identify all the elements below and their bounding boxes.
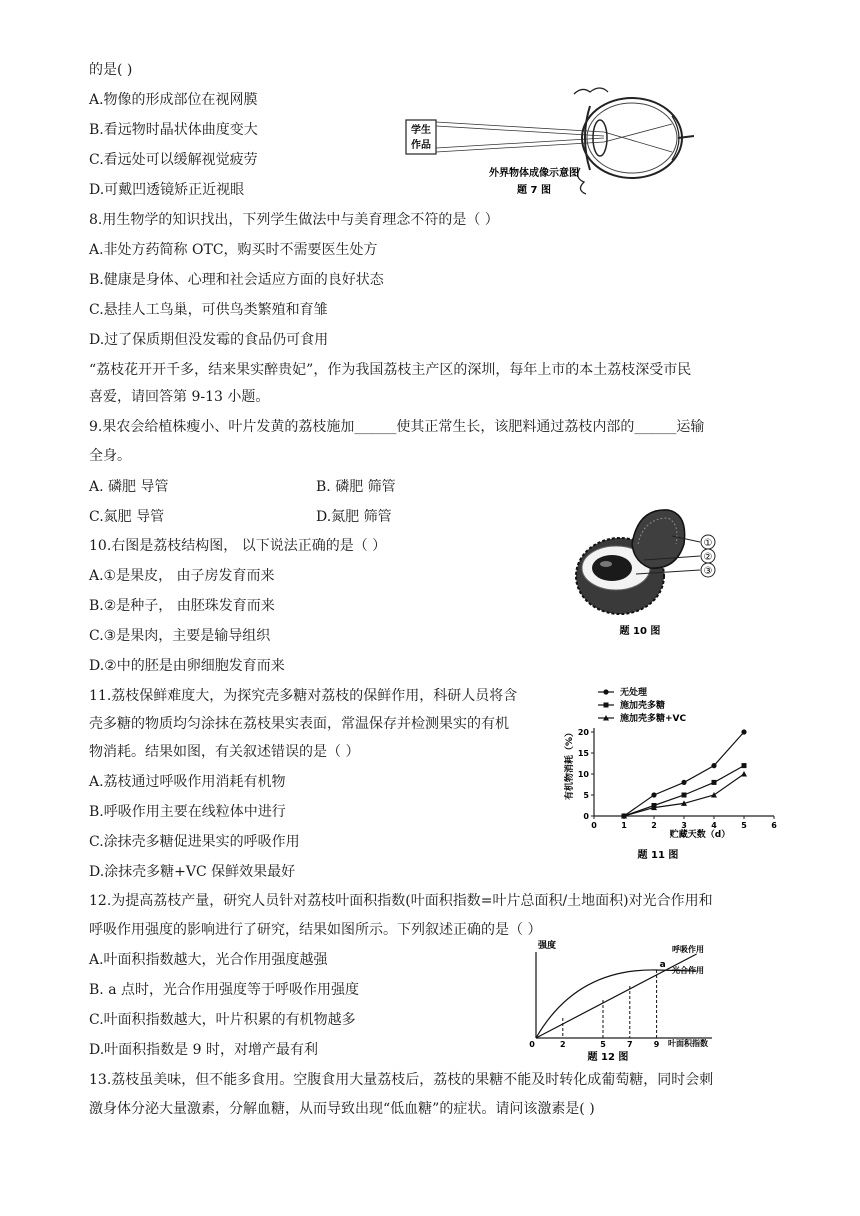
- chart12-x-tick-label: 9: [653, 1040, 660, 1049]
- chart12-x-tick-label: 5: [600, 1040, 606, 1049]
- chart11-legend-marker: [604, 703, 609, 708]
- q11-stem-line-3: 物消耗。结果如图，有关叙述错误的是（ ）: [89, 744, 360, 760]
- chart11-y-tick-label: 20: [577, 728, 589, 737]
- chart11-legend-label: 施加壳多糖: [620, 701, 666, 711]
- fig10-label-3: ③: [703, 566, 713, 577]
- q7-stem-tail: 的是( ): [89, 62, 133, 78]
- chart11-legend-label: 无处理: [620, 688, 648, 698]
- q9-stem-line-1: 9.果农会给植株瘦小、叶片发黄的荔枝施加______使其正常生长，该肥料通过荔枝内部的______运输: [89, 419, 705, 435]
- q7-option-c[interactable]: C.看远处可以缓解视觉疲劳: [89, 152, 258, 168]
- chart11-y-tick-label: 10: [577, 770, 589, 779]
- q9-option-d[interactable]: D.氮肥 筛管: [316, 509, 392, 525]
- q7-option-d[interactable]: D.可戴凹透镜矫正近视眼: [89, 182, 245, 198]
- q11-option-d[interactable]: D.涂抹壳多糖+VC 保鲜效果最好: [89, 864, 296, 880]
- chart11-xlabel: 贮藏天数（d）: [669, 830, 731, 840]
- chart12-x-tick-label: 7: [627, 1040, 633, 1049]
- q13-stem-line-2: 激身体分泌大量激素，分解血糖，从而导致出现“低血糖”的症状。请问该激素是( ): [89, 1101, 595, 1117]
- q11-option-c[interactable]: C.涂抹壳多糖促进果实的呼吸作用: [89, 834, 300, 850]
- chart11-point: [682, 793, 687, 798]
- q9-option-c[interactable]: C.氮肥 导管: [89, 509, 165, 525]
- object-label-2: 作品: [411, 140, 431, 151]
- chart12-caption: 题 12 图: [587, 1052, 629, 1063]
- q7-option-a[interactable]: A.物像的形成部位在视网膜: [89, 92, 258, 108]
- q8-option-b[interactable]: B.健康是身体、心理和社会适应方面的良好状态: [89, 272, 384, 288]
- q12-option-b[interactable]: B. a 点时，光合作用强度等于呼吸作用强度: [89, 982, 359, 998]
- q12-stem-line-1: 12.为提高荔枝产量，研究人员针对荔枝叶面积指数(叶面积指数=叶片总面积/土地面积)对光合作用和: [89, 893, 713, 909]
- q10-stem: 10.右图是荔枝结构图， 以下说法正确的是（ ）: [89, 538, 387, 554]
- chart12-series-label-respiration: 呼吸作用: [672, 945, 704, 954]
- q8-stem: 8.用生物学的知识找出，下列学生做法中与美育理念不符的是（ ）: [89, 212, 499, 228]
- chart11-legend-marker: [603, 689, 608, 694]
- object-label-1: 学生: [411, 125, 431, 136]
- chart11-point: [711, 763, 716, 768]
- chart11-ylabel: 有机物消耗（%）: [565, 727, 575, 801]
- chart11-y-tick-label: 15: [577, 749, 589, 758]
- chart11-y-tick-label: 0: [583, 812, 589, 821]
- fig7-title: 外界物体成像示意图: [489, 168, 579, 179]
- chart11-point: [741, 771, 747, 777]
- chart11-point: [712, 780, 717, 785]
- chart12-ylabel: 强度: [538, 941, 557, 951]
- chart11-x-tick-label: 4: [711, 821, 717, 830]
- intro-line-1: “荔枝花开开千多，结来果实醉贵妃”，作为我国荔枝主产区的深圳，每年上市的本土荔枝深受市民: [89, 362, 692, 378]
- q10-option-d[interactable]: D.②中的胚是由卵细胞发育而来: [89, 658, 285, 674]
- chart11-x-tick-label: 3: [681, 821, 687, 830]
- chart11-x-tick-label: 6: [771, 821, 777, 830]
- q10-option-a[interactable]: A.①是果皮， 由子房发育而来: [89, 568, 275, 584]
- fig10-caption: 题 10 图: [619, 626, 661, 637]
- q11-option-b[interactable]: B.呼吸作用主要在线粒体中进行: [89, 804, 286, 820]
- chart12-point-a-label: a: [659, 960, 666, 970]
- chart11-y-tick-label: 5: [583, 791, 589, 800]
- q11-option-a[interactable]: A.荔枝通过呼吸作用消耗有机物: [89, 774, 286, 790]
- chart11-point: [742, 763, 747, 768]
- chart11-point: [681, 780, 686, 785]
- chart11-x-tick-label: 1: [621, 821, 627, 830]
- q12-stem-line-2: 呼吸作用强度的影响进行了研究，结果如图所示。下列叙述正确的是（ ）: [89, 922, 542, 938]
- chart11-point: [651, 792, 656, 797]
- q11-stem-line-2: 壳多糖的物质均匀涂抹在荔枝果实表面，常温保存并检测果实的有机: [89, 716, 509, 732]
- fig7-caption: 题 7 图: [517, 185, 551, 196]
- fig10-label-1: ①: [703, 538, 713, 549]
- q9-option-b[interactable]: B. 磷肥 筛管: [316, 479, 396, 495]
- chart11-series-line-2: [624, 766, 744, 816]
- q12-option-d[interactable]: D.叶面积指数是 9 时，对增产最有利: [89, 1042, 318, 1058]
- chart12-x-tick-label: 2: [560, 1040, 566, 1049]
- q8-option-d[interactable]: D.过了保质期但没发霉的食品仍可食用: [89, 332, 329, 348]
- q11-stem-line-1: 11.荔枝保鲜难度大，为探究壳多糖对荔枝的保鲜作用，科研人员将含: [89, 688, 518, 704]
- q12-option-c[interactable]: C.叶面积指数越大，叶片积累的有机物越多: [89, 1012, 356, 1028]
- chart12-xlabel: 叶面积指数: [668, 1039, 708, 1048]
- q10-option-c[interactable]: C.③是果肉，主要是输导组织: [89, 628, 271, 644]
- figure-chart-12: [522, 938, 722, 1064]
- chart12-photosynthesis-curve: [536, 970, 697, 1038]
- intro-line-2: 喜爱，请回答第 9-13 小题。: [89, 389, 270, 405]
- q8-option-c[interactable]: C.悬挂人工鸟巢，可供鸟类繁殖和育雏: [89, 302, 328, 318]
- q10-option-b[interactable]: B.②是种子， 由胚珠发育而来: [89, 598, 275, 614]
- q9-option-a[interactable]: A. 磷肥 导管: [89, 479, 169, 495]
- figure-chart-11: [560, 684, 790, 864]
- chart12-series-label-photosynthesis: 光合作用: [672, 966, 704, 975]
- q7-option-b[interactable]: B.看远物时晶状体曲度变大: [89, 122, 258, 138]
- chart11-x-tick-label: 0: [591, 821, 597, 830]
- figure-lychee: [572, 504, 722, 642]
- q8-option-a[interactable]: A.非处方药简称 OTC，购买时不需要医生处方: [89, 242, 378, 258]
- chart11-caption: 题 11 图: [637, 850, 679, 861]
- q13-stem-line-1: 13.荔枝虽美味，但不能多食用。空腹食用大量荔枝后，荔枝的果糖不能及时转化成葡萄糖，同时会刺: [89, 1072, 714, 1088]
- chart11-x-tick-label: 5: [741, 821, 747, 830]
- chart12-x-tick-label: 0: [529, 1040, 535, 1049]
- chart11-legend-label: 施加壳多糖+VC: [620, 714, 687, 724]
- fig10-label-2: ②: [703, 552, 713, 563]
- chart11-point: [741, 729, 746, 734]
- lychee-seed: [592, 555, 632, 581]
- q12-option-a[interactable]: A.叶面积指数越大，光合作用强度越强: [89, 952, 328, 968]
- chart11-x-tick-label: 2: [651, 821, 657, 830]
- q9-stem-line-2: 全身。: [89, 448, 131, 464]
- figure-eye-diagram: [404, 86, 694, 198]
